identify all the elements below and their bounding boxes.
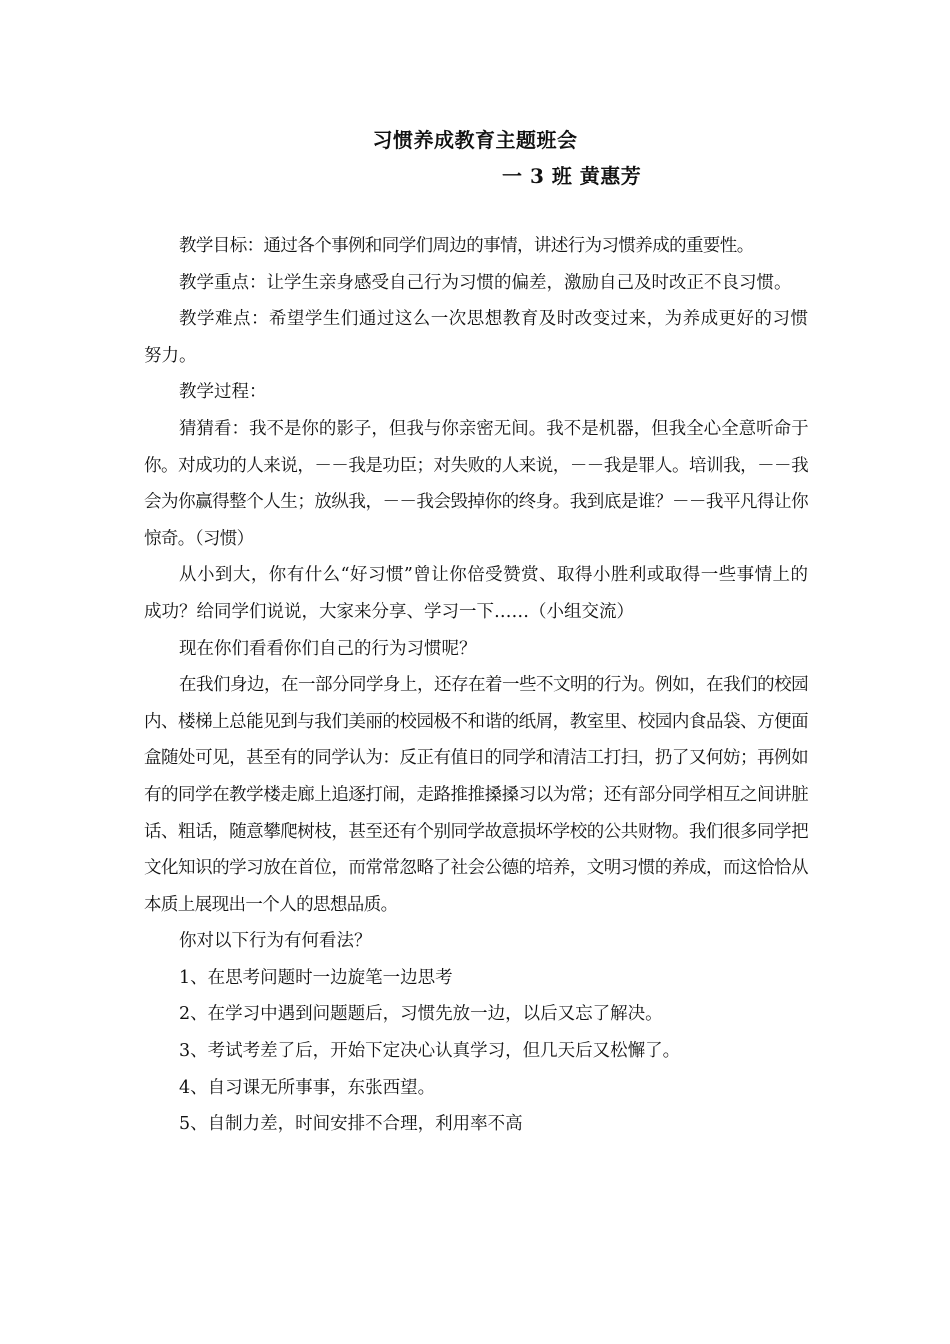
paragraph-teaching-difficulty: 教学难点：希望学生们通过这么一次思想教育及时改变过来，为养成更好的习惯努力。 <box>144 309 808 366</box>
paragraph-question: 你对以下行为有何看法？ <box>179 931 372 952</box>
paragraph-good-habits: 从小到大，你有什么“好习惯”曾让你倍受赞赏、取得小胜利或取得一些事情上的成功？给同学们说说，大家来分享、学习一下……（小组交流） <box>144 565 808 622</box>
paragraph-look-at-habits: 现在你们看看你们自己的行为习惯呢？ <box>179 638 477 659</box>
paragraph-uncivil-behavior: 在我们身边，在一部分同学身上，还存在着一些不文明的行为。例如，在我们的校园内、楼梯上总能见到与我们美丽的校园极不和谐的纸屑，教室里、校园内食品袋、方便面盒随处可见，甚至有的同学认为：反正有值日的同学和清洁工打扫，扔了又何妨；再例如有的同学在教学楼走廊上追逐打闹，走路推推搡搡习以为常；还有部分同学相互之间讲脏话、粗话，随意攀爬树枝，甚至还有个别同学故意损坏学校的公共财物。我们很多同学把文化知识的学习放在首位，而常常忽略了社会公德的培养，文明习惯的养成，而这恰恰从本质上展现出一个人的思想品质。 <box>144 675 808 915</box>
document-title: 习惯养成教育主题班会 <box>372 128 578 152</box>
author-line: 一 3 班 黄惠芳 <box>502 164 642 188</box>
list-item: 3、考试考差了后，开始下定决心认真学习，但几天后又松懈了。 <box>179 1041 681 1062</box>
list-item: 4、自习课无所事事，东张西望。 <box>179 1077 436 1098</box>
paragraph-riddle: 猜猜看：我不是你的影子，但我与你亲密无间。我不是机器，但我全心全意听命于你。对成功的人来说，－－我是功臣；对失败的人来说，－－我是罪人。培训我，－－我会为你赢得整个人生；放纵我，－－我会毁掉你的终身。我到底是谁？－－我平凡得让你惊奇。（习惯） <box>144 418 808 549</box>
list-item: 2、在学习中遇到问题题后，习惯先放一边，以后又忘了解决。 <box>179 1004 663 1025</box>
paragraph-teaching-goal: 教学目标：通过各个事例和同学们周边的事情，讲述行为习惯养成的重要性。 <box>179 236 754 256</box>
behavior-list <box>144 960 808 1143</box>
paragraph-teaching-focus: 教学重点：让学生亲身感受自己行为习惯的偏差，激励自己及时改正不良习惯。 <box>179 272 792 293</box>
paragraph-teaching-process: 教学过程： <box>179 382 267 403</box>
document-body <box>144 228 808 1143</box>
list-item: 5、自制力差，时间安排不合理，利用率不高 <box>179 1114 523 1135</box>
list-item: 1、在思考问题时一边旋笔一边思考 <box>179 967 453 988</box>
